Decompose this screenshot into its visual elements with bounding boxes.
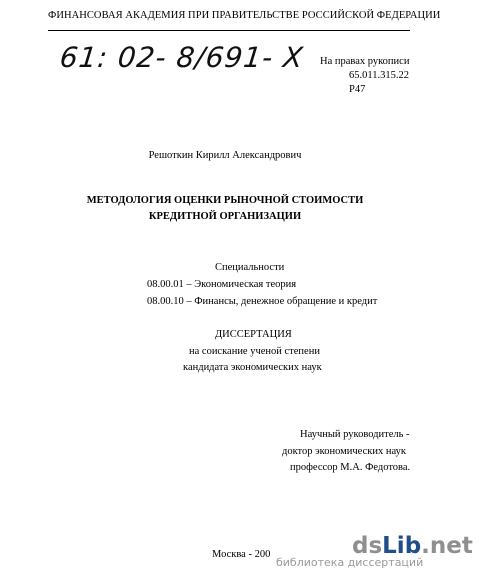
handwritten-registration-number: 61: 02- 8/691- X: [58, 41, 306, 74]
author-name: Решоткин Кирилл Александрович: [148, 150, 302, 161]
supervisor-line-3: профессор М.А. Федотова.: [290, 462, 411, 473]
dissertation-title-line-2: КРЕДИТНОЙ ОРГАНИЗАЦИИ: [148, 211, 302, 222]
udk-code: 65.011.315.22: [349, 70, 409, 81]
city-year: Москва - 200: [212, 549, 271, 560]
logo-lib: Lib: [382, 533, 422, 559]
header-rule: [48, 30, 410, 31]
logo-ds: ds: [352, 533, 383, 559]
supervisor-line-2: доктор экономических наук: [282, 446, 406, 457]
dissertation-label: ДИССЕРТАЦИЯ: [215, 329, 292, 340]
rights-label: На правах рукописи: [320, 56, 410, 67]
dslib-watermark: [276, 533, 499, 569]
organization-header: ФИНАНСОВАЯ АКАДЕМИЯ ПРИ ПРАВИТЕЛЬСТВЕ РОССИЙСКОЙ ФЕДЕРАЦИИ: [48, 10, 441, 21]
degree-line-1: на соискание ученой степени: [189, 346, 320, 357]
degree-line-2: кандидата экономических наук: [183, 362, 322, 373]
supervisor-line-1: Научный руководитель -: [300, 429, 410, 440]
specialty-item: 08.00.01 – Экономическая теория: [147, 279, 297, 290]
logo-net: .net: [421, 533, 473, 559]
dissertation-title-line-1: МЕТОДОЛОГИЯ ОЦЕНКИ РЫНОЧНОЙ СТОИМОСТИ: [86, 195, 364, 206]
watermark-subtitle: библиотека диссертаций: [276, 556, 424, 569]
dslib-logo: [352, 534, 499, 558]
library-index: Р47: [349, 84, 366, 95]
specialty-item: 08.00.10 – Финансы, денежное обращение и кредит: [147, 296, 378, 307]
specialties-label: Специальности: [215, 262, 285, 273]
